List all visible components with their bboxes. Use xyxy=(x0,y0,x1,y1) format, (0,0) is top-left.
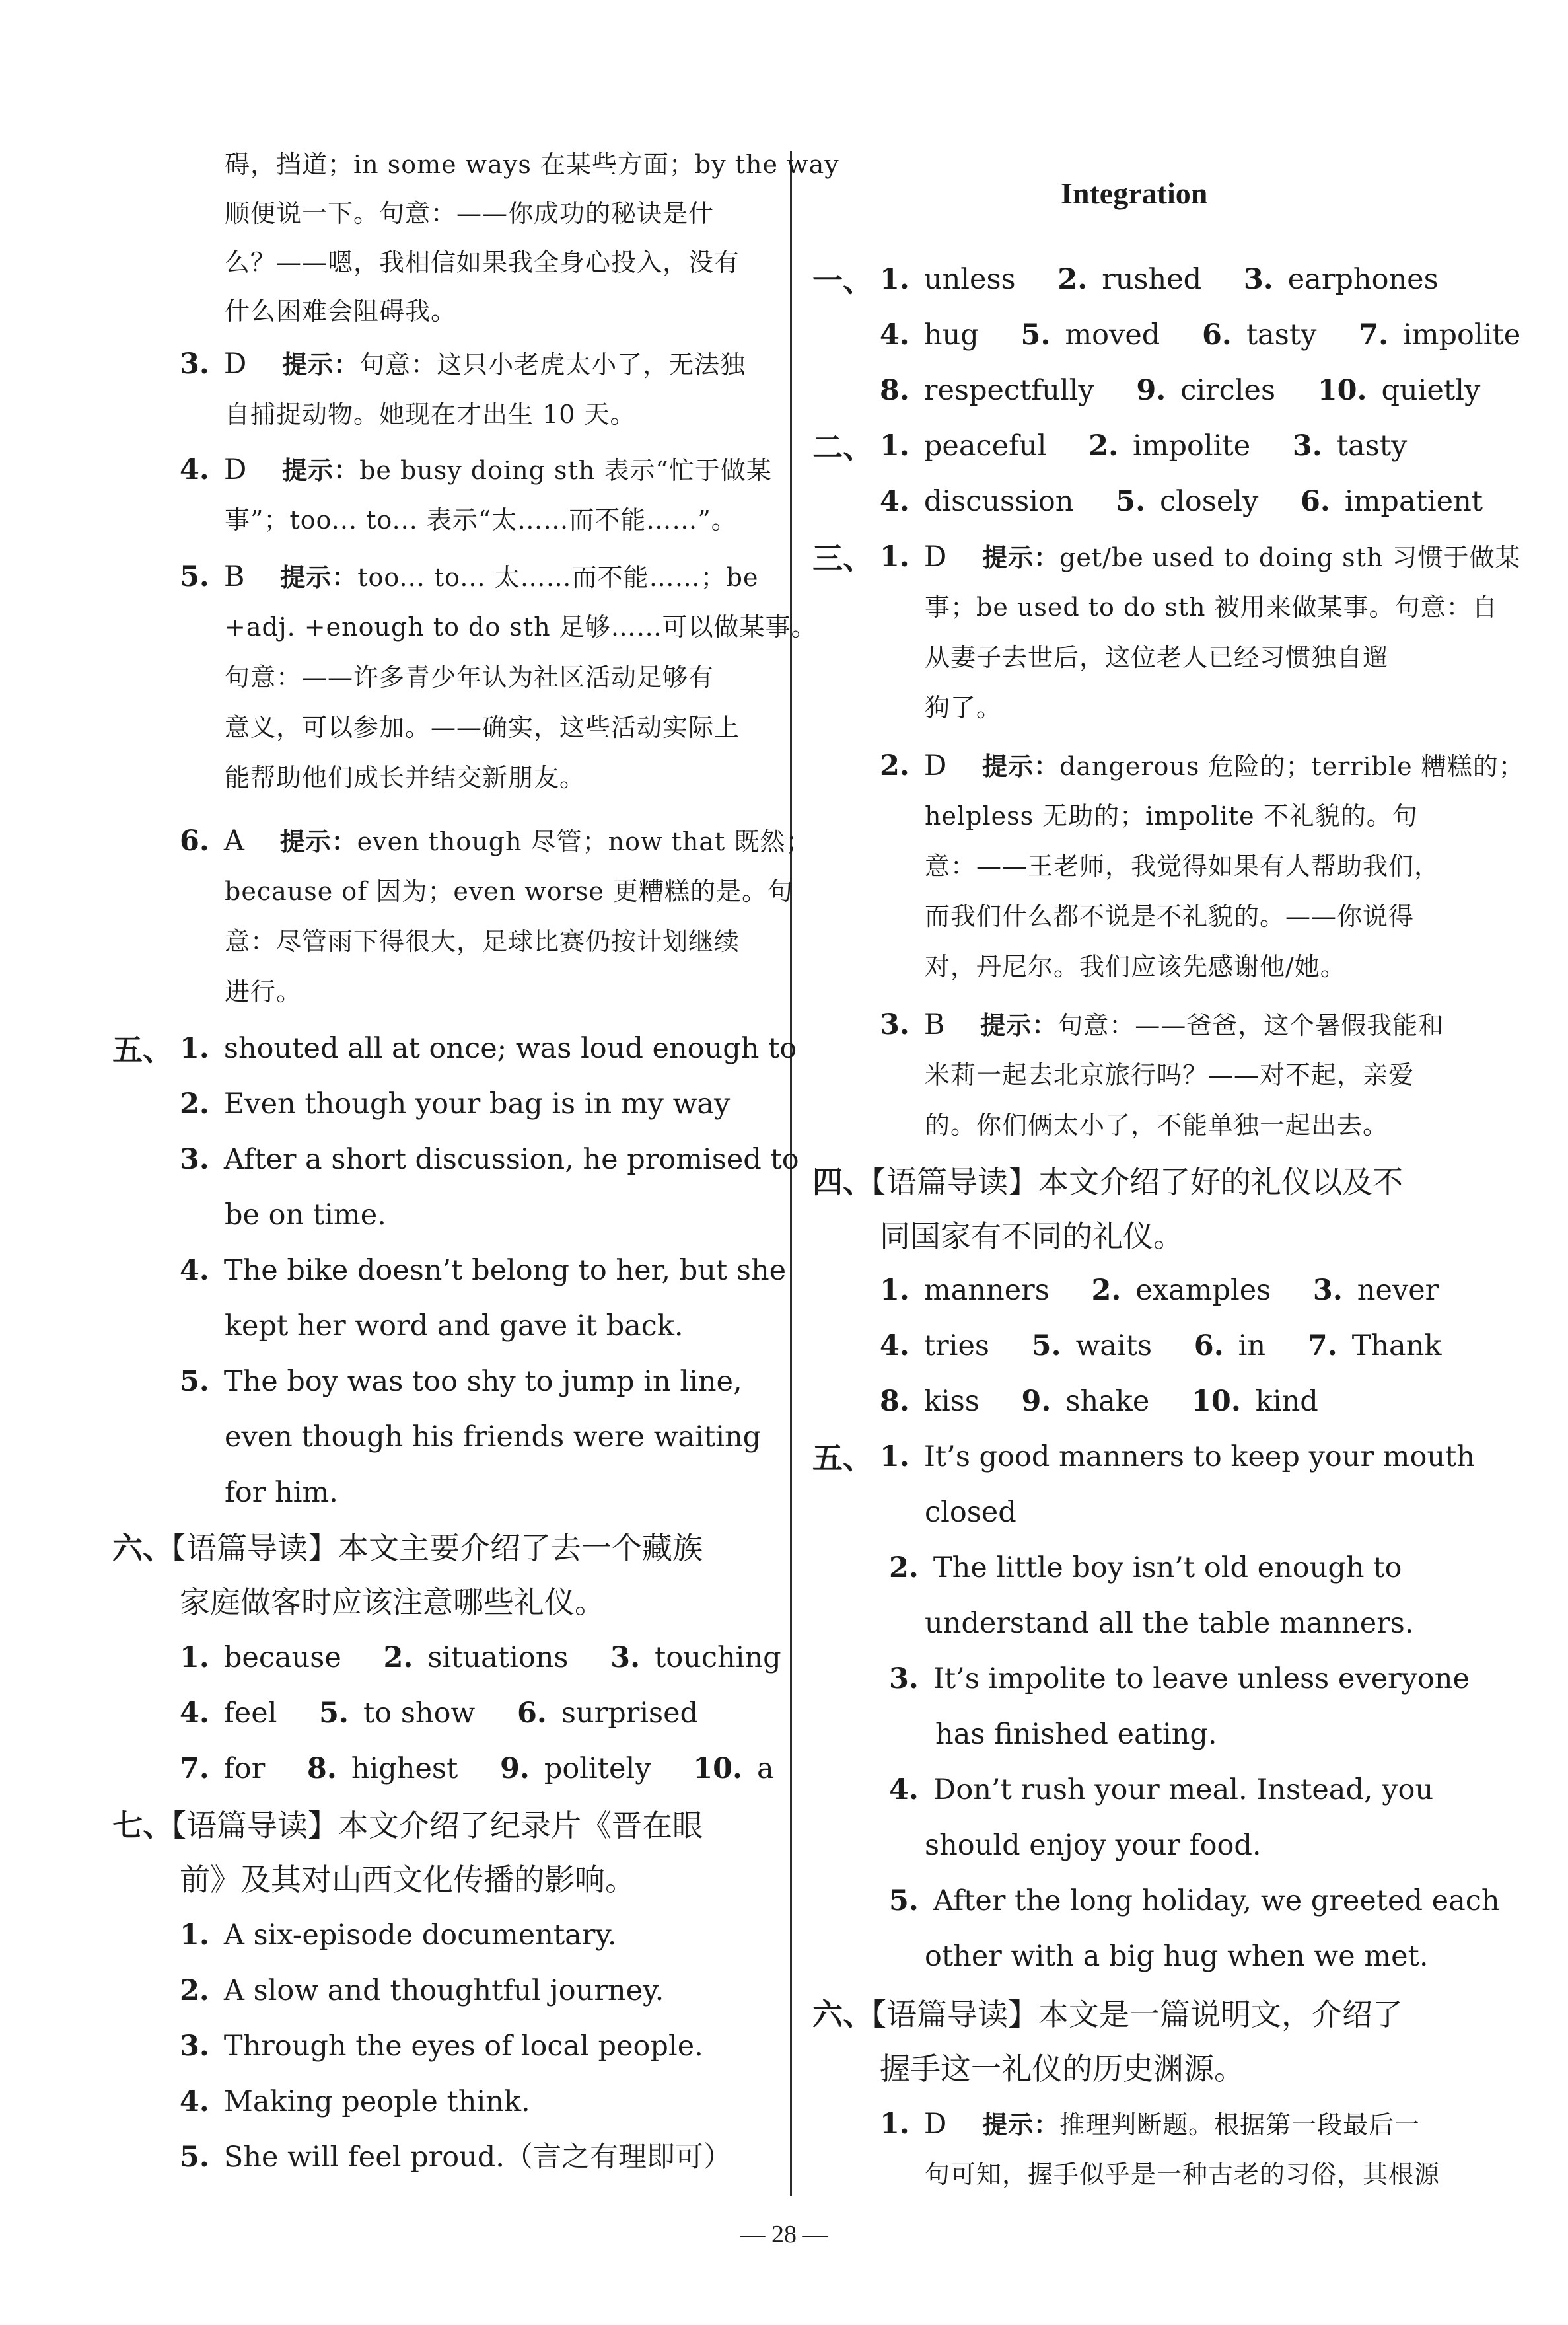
answer-item-cont: kept her word and gave it back. xyxy=(225,1310,684,1343)
hint-line: 意：尽管雨下得很大，足球比赛仍按计划继续 xyxy=(225,927,740,956)
hint-label: 提示： xyxy=(982,542,1060,572)
hint-label: 提示： xyxy=(280,562,358,592)
answer-row: 4. discussion 5. closely 6. impatient xyxy=(880,485,1483,518)
answer-letter: D xyxy=(223,348,247,381)
answer-row: 1. because 2. situations 3. touching xyxy=(180,1641,781,1674)
answer-letter: D xyxy=(923,540,947,573)
answer-row: 4. tries 5. waits 6. in 7. Thank xyxy=(880,1329,1442,1362)
continued-text-line: 么？——嗯，我相信如果我全身心投入，没有 xyxy=(225,248,740,277)
answer-letter: B xyxy=(923,1008,945,1041)
answer-item: 3. Through the eyes of local people. xyxy=(180,2030,703,2063)
question-5: 5. B 提示：too... to... 太……而不能……；be xyxy=(180,560,759,593)
hint-label: 提示： xyxy=(279,827,357,856)
reading-guide-cont: 同国家有不同的礼仪。 xyxy=(880,1218,1184,1254)
hint-line: +adj. +enough to do sth 足够……可以做某事。 xyxy=(225,612,817,642)
answer-item: 4. Making people think. xyxy=(180,2085,530,2118)
hint-line: 句意：——许多青少年认为社区活动足够有 xyxy=(225,663,715,692)
hint-line: 自捕捉动物。她现在才出生 10 天。 xyxy=(225,400,636,429)
question-3: 3. D 提示：句意：这只小老虎太小了，无法独 xyxy=(180,348,746,381)
answer-item: 5. After the long holiday, we greeted each xyxy=(889,1884,1500,1917)
hint-line: 进行。 xyxy=(225,977,303,1006)
section-7-label: 七、 xyxy=(112,1808,173,1843)
reading-guide: 【语篇导读】本文介绍了好的礼仪以及不 xyxy=(856,1164,1403,1200)
question-3: 3. B 提示：句意：——爸爸，这个暑假我能和 xyxy=(880,1008,1444,1041)
reading-guide-cont: 握手这一礼仪的历史渊源。 xyxy=(880,2051,1244,2086)
section-3-label: 三、 xyxy=(812,540,873,576)
answer-row: 4. hug 5. moved 6. tasty 7. impolite xyxy=(880,318,1521,351)
section-5-label: 五、 xyxy=(812,1440,873,1476)
continued-text-line: 碍，挡道；in some ways 在某些方面；by the way xyxy=(225,150,839,179)
answer-item-cont: understand all the table manners. xyxy=(925,1607,1414,1640)
answer-item: 3. It’s impolite to leave unless everyone xyxy=(889,1662,1470,1695)
question-2: 2. D 提示：dangerous 危险的；terrible 糟糕的； xyxy=(880,749,1524,782)
answer-row: 1. manners 2. examples 3. never xyxy=(880,1274,1439,1307)
continued-text-line: 顺便说一下。句意：——你成功的秘诀是什 xyxy=(225,199,715,228)
answer-item-cont: closed xyxy=(925,1496,1016,1529)
hint-line: 意：——王老师，我觉得如果有人帮助我们， xyxy=(925,852,1441,881)
answer-item: 2. Even though your bag is in my way xyxy=(180,1088,731,1121)
answer-item: 3. After a short discussion, he promised to xyxy=(180,1143,799,1176)
answer-letter: B xyxy=(223,560,245,593)
answer-row: 1. unless 2. rushed 3. earphones xyxy=(880,263,1439,296)
answer-item-cont: has finished eating. xyxy=(935,1718,1217,1751)
hint-line: 而我们什么都不说是不礼貌的。——你说得 xyxy=(925,902,1415,931)
answer-row: 8. respectfully 9. circles 10. quietly xyxy=(880,374,1481,407)
section-6-label: 六、 xyxy=(812,1997,873,2032)
reading-guide-cont: 家庭做客时应该注意哪些礼仪。 xyxy=(180,1584,605,1620)
question-1: 1. D 提示：推理判断题。根据第一段最后一 xyxy=(880,2108,1421,2141)
answer-letter: D xyxy=(223,453,247,486)
answer-item: 4. The bike doesn’t belong to her, but she xyxy=(180,1254,787,1287)
section-6-label: 六、 xyxy=(112,1530,173,1566)
answer-row: 7. for 8. highest 9. politely 10. a xyxy=(180,1752,774,1785)
question-6: 6. A 提示：even though 尽管；now that 既然； xyxy=(180,825,812,858)
answer-item-cont: even though his friends were waiting xyxy=(225,1421,762,1454)
hint-line: 意义，可以参加。——确实，这些活动实际上 xyxy=(225,713,740,742)
reading-guide-cont: 前》及其对山西文化传播的影响。 xyxy=(180,1862,635,1898)
page-number: — 28 — xyxy=(740,2221,828,2248)
answer-item-cont: for him. xyxy=(225,1476,338,1509)
answer-row: 8. kiss 9. shake 10. kind xyxy=(880,1385,1318,1418)
hint-label: 提示： xyxy=(282,455,360,485)
answer-item-cont: should enjoy your food. xyxy=(925,1829,1262,1862)
reading-guide: 【语篇导读】本文介绍了纪录片《晋在眼 xyxy=(156,1808,703,1843)
answer-item: 1. shouted all at once; was loud enough to xyxy=(180,1032,797,1065)
answer-letter: A xyxy=(223,825,244,858)
hint-line: 狗了。 xyxy=(925,693,1003,722)
hint-label: 提示： xyxy=(980,1010,1058,1040)
answer-item: 2. The little boy isn’t old enough to xyxy=(889,1551,1402,1584)
answer-row: 1. peaceful 2. impolite 3. tasty xyxy=(880,429,1408,462)
hint-line: because of 因为；even worse 更糟糕的是。句 xyxy=(225,877,793,906)
section-title: Integration xyxy=(1061,176,1208,210)
answer-item: 5. She will feel proud.（言之有理即可） xyxy=(180,2141,732,2174)
answer-item: 4. Don’t rush your meal. Instead, you xyxy=(889,1773,1434,1806)
answer-letter: D xyxy=(923,749,947,782)
answer-item: 1. A six-episode documentary. xyxy=(180,1919,617,1952)
answer-item-cont: be on time. xyxy=(225,1199,386,1232)
hint-line: helpless 无助的；impolite 不礼貌的。句 xyxy=(925,801,1418,830)
hint-line: 的。你们俩太小了，不能单独一起出去。 xyxy=(925,1111,1389,1140)
section-5-label: 五、 xyxy=(112,1032,173,1068)
reading-guide: 【语篇导读】本文是一篇说明文，介绍了 xyxy=(856,1997,1403,2032)
hint-line: 能帮助他们成长并结交新朋友。 xyxy=(225,763,586,792)
hint-line: 米莉一起去北京旅行吗？——对不起，亲爱 xyxy=(925,1060,1415,1089)
answer-item: 5. The boy was too shy to jump in line, xyxy=(180,1365,742,1398)
reading-guide: 【语篇导读】本文主要介绍了去一个藏族 xyxy=(156,1530,703,1566)
answer-letter: D xyxy=(923,2108,947,2141)
continued-text-line: 什么困难会阻碍我。 xyxy=(225,297,457,326)
question-1: 1. D 提示：get/be used to doing sth 习惯于做某 xyxy=(880,540,1521,573)
hint-label: 提示： xyxy=(982,751,1060,781)
hint-line: 句可知，握手似乎是一种古老的习俗，其根源 xyxy=(925,2160,1441,2189)
hint-line: 事”；too... to... 表示“太……而不能……”。 xyxy=(225,505,737,535)
hint-label: 提示： xyxy=(282,350,360,379)
answer-item-cont: other with a big hug when we met. xyxy=(925,1940,1429,1973)
section-4-label: 四、 xyxy=(812,1164,873,1200)
hint-line: 事；be used to do sth 被用来做某事。句意：自 xyxy=(925,593,1498,622)
question-4: 4. D 提示：be busy doing sth 表示“忙于做某 xyxy=(180,453,772,486)
hint-label: 提示： xyxy=(982,2110,1060,2139)
hint-line: 对，丹尼尔。我们应该先感谢他/她。 xyxy=(925,952,1346,981)
answer-item: 1. It’s good manners to keep your mouth xyxy=(880,1440,1476,1473)
section-1-label: 一、 xyxy=(812,263,873,299)
section-2-label: 二、 xyxy=(812,429,873,465)
answer-row: 4. feel 5. to show 6. surprised xyxy=(180,1697,699,1730)
hint-line: 从妻子去世后，这位老人已经习惯独自遛 xyxy=(925,643,1389,672)
answer-item: 2. A slow and thoughtful journey. xyxy=(180,1974,664,2007)
